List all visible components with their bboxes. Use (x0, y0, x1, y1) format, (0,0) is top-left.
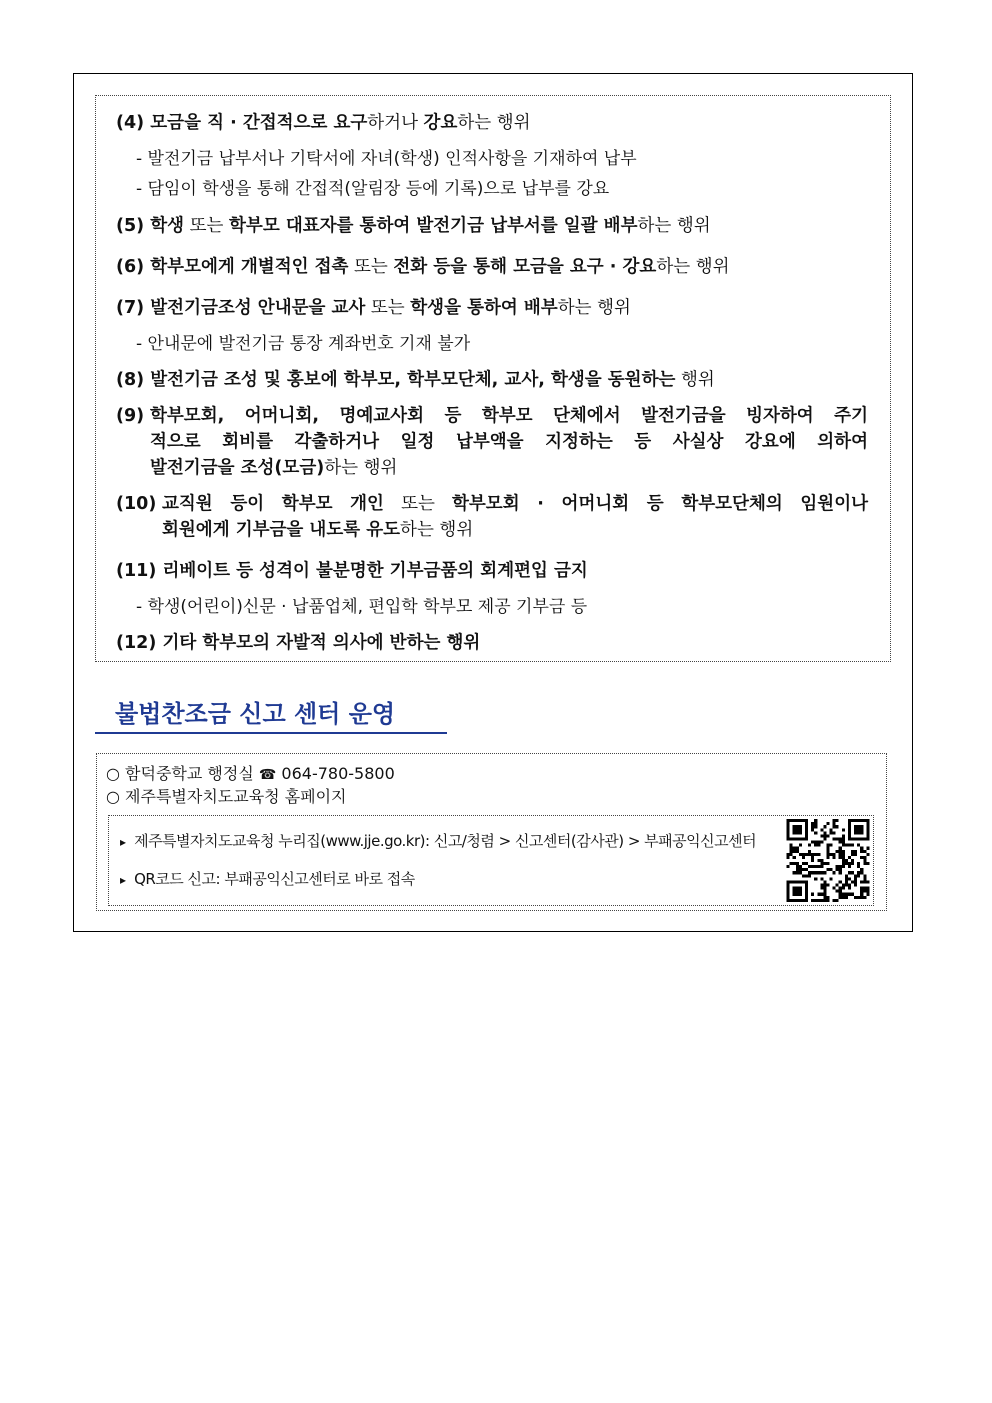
item-text: 또는 (365, 298, 411, 318)
link-text: 제주특별자치도교육청 누리집(www.jje.go.kr): 신고/청렴 > 신고센터(감사관) > 부패공익신고센터 (134, 832, 757, 850)
item-5 (116, 213, 711, 239)
item-6 (116, 254, 730, 280)
item-text: 발전기금 조성 및 홍보에 학부모, 학부모단체, 교사, 학생을 동원하는 (150, 370, 676, 390)
item-number: (8) (116, 370, 145, 390)
item-text: 회원에게 기부금을 내도록 유도 (162, 520, 401, 540)
item-text: 학부모 대표자를 통하여 발전기금 납부서를 일괄 배부 (229, 216, 638, 236)
item-text: 전화 등을 통해 모금을 요구 · 강요 (393, 257, 657, 277)
item-text: 하는 행위 (557, 298, 631, 318)
item-10-number: (10) (116, 494, 157, 514)
item-text: 하는 행위 (400, 520, 474, 540)
report-links-box (108, 815, 874, 906)
report-link-homepage[interactable] (120, 831, 756, 852)
sub-item: - 학생(어린이)신문 · 납품업체, 편입학 학부모 제공 기부금 등 (136, 597, 588, 617)
sub-item: - 발전기금 납부서나 기탁서에 자녀(학생) 인적사항을 기재하여 납부 (136, 149, 637, 169)
qr-code-icon[interactable] (783, 816, 873, 905)
item-9-line-3 (150, 455, 397, 481)
office-text: ○ 함덕중학교 행정실 (106, 764, 259, 783)
item-12 (116, 630, 480, 656)
item-text: 학부모회 · 어머니회 등 학부모단체의 임원이나 (452, 494, 869, 514)
link-text: QR코드 신고: 부패공익신고센터로 바로 접속 (134, 870, 415, 888)
item-9-line-1: 학부모회, 어머니회, 명예교사회 등 학부모 단체에서 발전기금을 빙자하여 주기 (150, 406, 868, 426)
item-7 (116, 295, 631, 321)
item-number: (6) (116, 257, 145, 277)
item-text: 리베이트 등 성격이 불분명한 기부금품의 회계편입 금지 (162, 561, 588, 581)
item-text: 또는 (383, 494, 452, 514)
item-11 (116, 558, 588, 584)
item-text: 기타 학부모의 자발적 의사에 반하는 행위 (162, 633, 481, 653)
item-text: 강요 (423, 113, 458, 133)
report-homepage-line: ○ 제주특별자치도교육청 홈페이지 (106, 787, 347, 806)
item-number: (11) (116, 561, 157, 581)
sub-item: - 담임이 학생을 통해 간접적(알림장 등에 기록)으로 납부를 강요 (136, 179, 610, 199)
phone-number: 064-780-5800 (276, 764, 395, 783)
report-center-heading (95, 697, 447, 734)
item-text: 하는 행위 (637, 216, 711, 236)
heading-text: 불법찬조금 신고 센터 운영 (115, 700, 396, 728)
item-text: 교직원 등이 학부모 개인 (162, 494, 384, 514)
triangle-bullet-icon: ▸ (120, 835, 126, 849)
item-number: (4) (116, 113, 145, 133)
item-number: (5) (116, 216, 145, 236)
item-text: 학생 (150, 216, 185, 236)
phone-icon: ☎ (258, 767, 277, 783)
item-text: 발전기금조성 안내문을 교사 (150, 298, 366, 318)
item-9-number: (9) (116, 406, 145, 426)
item-4 (116, 110, 531, 136)
item-10-line-1 (162, 491, 868, 517)
item-number: (7) (116, 298, 145, 318)
item-text: 하는 행위 (656, 257, 730, 277)
item-text: 하는 행위 (324, 458, 398, 478)
item-text: 모금을 직 · 간접적으로 요구 (150, 113, 368, 133)
item-text: 학부모에게 개별적인 접촉 (150, 257, 349, 277)
triangle-bullet-icon: ▸ (120, 873, 126, 887)
report-link-qr[interactable] (120, 869, 415, 890)
sub-item: - 안내문에 발전기금 통장 계좌번호 기재 불가 (136, 334, 471, 354)
item-number: (12) (116, 633, 157, 653)
item-text: 하는 행위 (457, 113, 531, 133)
item-8 (116, 367, 715, 393)
report-office-line (106, 763, 395, 786)
item-text: 발전기금을 조성(모금) (150, 458, 325, 478)
item-10-line-2 (162, 517, 473, 543)
item-text: 또는 (184, 216, 230, 236)
item-text: 학생을 통하여 배부 (410, 298, 558, 318)
item-text: 또는 (348, 257, 394, 277)
item-text: 행위 (675, 370, 715, 390)
item-9-line-2: 적으로 회비를 각출하거나 일정 납부액을 지정하는 등 사실상 강요에 의하여 (150, 432, 868, 452)
item-text: 하거나 (367, 113, 424, 133)
